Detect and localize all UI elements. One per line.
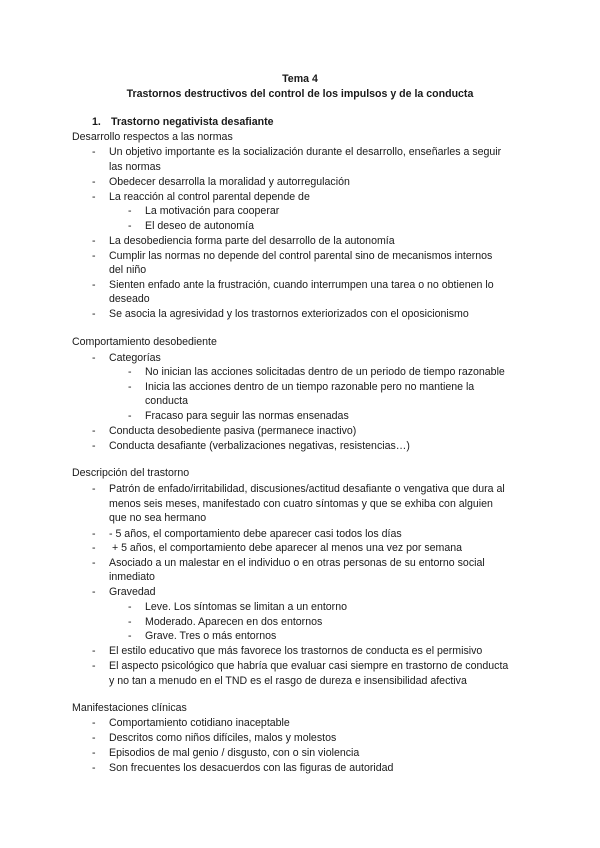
list-item: Obedecer desarrolla la moralidad y autorregulación [109,176,350,188]
section-title: Trastorno negativista desafiante [111,116,274,128]
bullet-dash: - [92,176,96,188]
list-item: Cumplir las normas no depende del control parental sino de mecanismos internos [109,250,493,262]
comportamiento-heading: Comportamiento desobediente [72,336,217,348]
bullet-dash: - [92,660,96,672]
bullet-dash: - [128,410,132,422]
bullet-dash: - [92,542,96,554]
list-item: las normas [109,161,161,173]
descripcion-heading: Descripción del trastorno [72,467,190,479]
bullet-dash: - [128,630,132,642]
sub-list-item: Fracaso para seguir las normas ensenadas [145,410,349,422]
list-item: Descritos como niños difíciles, malos y molestos [109,732,337,744]
list-item: + 5 años, el comportamiento debe aparecer al menos una vez por semana [109,542,463,554]
sub-list-item: Moderado. Aparecen en dos entornos [145,616,323,628]
topic-label: Tema 4 [282,73,318,85]
list-item: y no tan a menudo en el TND es el rasgo de dureza e insensibilidad afectiva [109,675,467,687]
list-item: Comportamiento cotidiano inaceptable [109,717,290,729]
bullet-dash: - [92,250,96,262]
bullet-dash: - [128,220,132,232]
list-item: Patrón de enfado/irritabilidad, discusiones/actitud desafiante o vengativa que dura al [109,483,505,495]
bullet-dash: - [128,601,132,613]
list-item: menos seis meses, manifestado con cuatro síntomas y que se exhiba con alguien [109,498,493,510]
bullet-dash: - [92,352,96,364]
list-item: Episodios de mal genio / disgusto, con o sin violencia [109,747,360,759]
sub-list-item: El deseo de autonomía [145,220,254,232]
bullet-dash: - [92,146,96,158]
list-item: deseado [109,293,150,305]
sub-list-item: Grave. Tres o más entornos [145,630,277,642]
bullet-dash: - [92,308,96,320]
bullet-dash: - [92,279,96,291]
bullet-dash: - [92,191,96,203]
bullet-dash: - [92,762,96,774]
list-item: inmediato [109,571,155,583]
list-item: del niño [109,264,147,276]
bullet-dash: - [92,557,96,569]
list-item: El aspecto psicológico que habría que evaluar casi siempre en trastorno de conducta [109,660,509,672]
sub-list-item: No inician las acciones solicitadas dentro de un periodo de tiempo razonable [145,366,505,378]
bullet-dash: - [92,483,96,495]
bullet-dash: - [128,381,132,393]
bullet-dash: - [128,616,132,628]
section-number: 1. [92,116,101,128]
list-item: Se asocia la agresividad y los trastornos exteriorizados con el oposicionismo [109,308,469,320]
sub-list-item: La motivación para cooperar [145,205,280,217]
bullet-dash: - [92,586,96,598]
normas-heading: Desarrollo respectos a las normas [72,131,233,143]
bullet-dash: - [128,366,132,378]
list-item: El estilo educativo que más favorece los trastornos de conducta es el permisivo [109,645,483,657]
list-item: que no sea hermano [109,512,207,524]
sub-list-item: Inicia las acciones dentro de un tiempo razonable pero no mantiene la [145,381,475,393]
bullet-dash: - [92,645,96,657]
bullet-dash: - [92,440,96,452]
sub-list-item: Leve. Los síntomas se limitan a un entorno [145,601,347,613]
sub-list-item: conducta [145,395,188,407]
list-item: - 5 años, el comportamiento debe aparecer casi todos los días [109,528,402,540]
bullet-dash: - [92,528,96,540]
list-item: Son frecuentes los desacuerdos con las figuras de autoridad [109,762,394,774]
list-item: La reacción al control parental depende de [109,191,310,203]
bullet-dash: - [92,235,96,247]
list-item: La desobediencia forma parte del desarrollo de la autonomía [109,235,395,247]
bullet-dash: - [92,425,96,437]
list-item: Conducta desobediente pasiva (permanece inactivo) [109,425,357,437]
bullet-dash: - [92,732,96,744]
list-item: Conducta desafiante (verbalizaciones negativas, resistencias…) [109,440,410,452]
list-item: Un objetivo importante es la socialización durante el desarrollo, enseñarles a seguir [109,146,502,158]
list-item: Asociado a un malestar en el individuo o en otras personas de su entorno social [109,557,485,569]
list-item: Gravedad [109,586,156,598]
bullet-dash: - [92,747,96,759]
bullet-dash: - [128,205,132,217]
list-item: Sienten enfado ante la frustración, cuando interrumpen una tarea o no obtienen lo [109,279,494,291]
page-title: Trastornos destructivos del control de los impulsos y de la conducta [126,88,474,100]
manifestaciones-heading: Manifestaciones clínicas [72,702,187,714]
list-item: Categorías [109,352,161,364]
bullet-dash: - [92,717,96,729]
